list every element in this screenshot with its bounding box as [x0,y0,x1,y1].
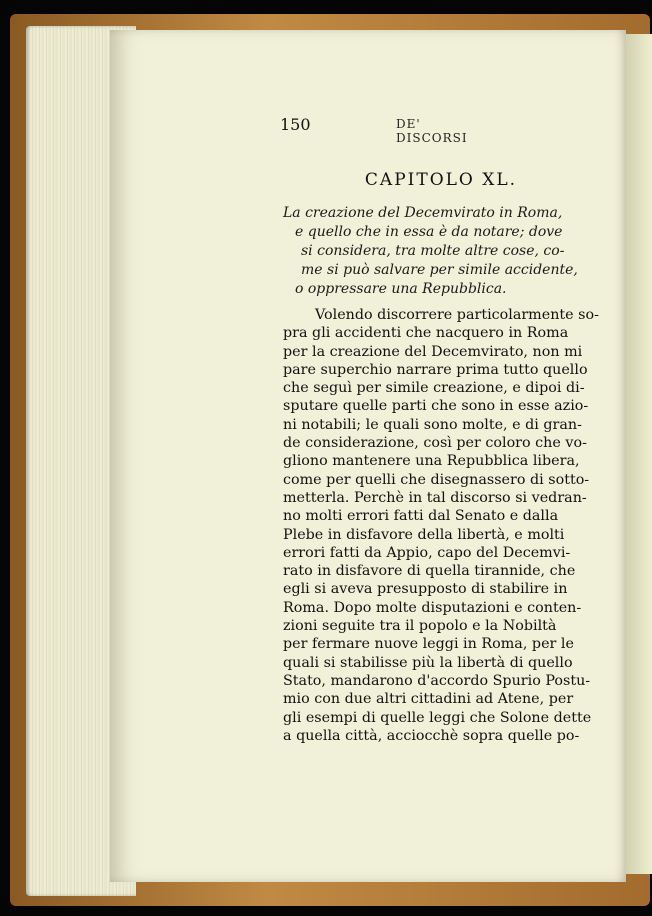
text-line: de considerazione, così per coloro che vo- [283,435,587,452]
text-line: Volendo discorrere particolarmente so- [315,307,599,323]
body-text [283,306,601,745]
text-line: rato in disfavore di quella tirannide, che [283,563,576,580]
summary-line: o oppressare una Repubblica. [295,281,507,297]
text-line: a quella città, acciocchè sopra quelle po- [283,727,580,744]
text-line: no molti errori fatti dal Senato e dalla [283,508,559,525]
text-line: che seguì per simile creazione, e dipoi di- [283,380,585,397]
chapter-summary [283,204,603,299]
text-line: quali si stabilisse più la libertà di quello [283,654,573,671]
summary-line: La creazione del Decemvirato in Roma, [283,205,563,221]
text-line: gliono mantenere una Repubblica libera, [283,453,580,470]
text-line: ni notabili; le quali sono molte, e di gran- [283,416,582,433]
text-line: Stato, mandarono d'accordo Spurio Postu- [283,672,591,689]
running-head: DE' DISCORSI [396,117,468,145]
text-line: Roma. Dopo molte disputazioni e conten- [283,599,582,616]
chapter-title: CAPITOLO XL. [364,170,518,190]
text-line: Plebe in disfavore della libertà, e molti [283,526,565,543]
text-line: pra gli accidenti che nacquero in Roma [283,325,569,342]
summary-line: e quello che in essa è da notare; dove [295,224,563,240]
summary-line: si considera, tra molte altre cose, co- [301,243,565,259]
text-line: per la creazione del Decemvirato, non mi [283,343,583,360]
page-header [168,115,488,145]
text-line: pare superchio narrare prima tutto quello [283,361,588,378]
text-line: per fermare nuove leggi in Roma, per le [283,636,574,653]
summary-line: me si può salvare per simile accidente, [301,262,578,278]
text-line: egli si aveva presupposto di stabilire in [283,581,568,598]
text-line: metterla. Perchè in tal discorso si vedran- [283,489,587,506]
page-number: 150 [280,115,311,134]
text-line: gli esempi di quelle leggi che Solone dette [283,709,592,726]
text-line: errori fatti da Appio, capo del Decemvi- [283,544,571,561]
text-line: come per quelli che disegnassero di sotto- [283,471,590,488]
text-line: mio con due altri cittadini ad Atene, per [283,691,574,708]
text-line: zioni seguite tra il popolo e la Nobiltà [283,618,557,635]
text-line: sputare quelle parti che sono in esse azio- [283,398,589,415]
